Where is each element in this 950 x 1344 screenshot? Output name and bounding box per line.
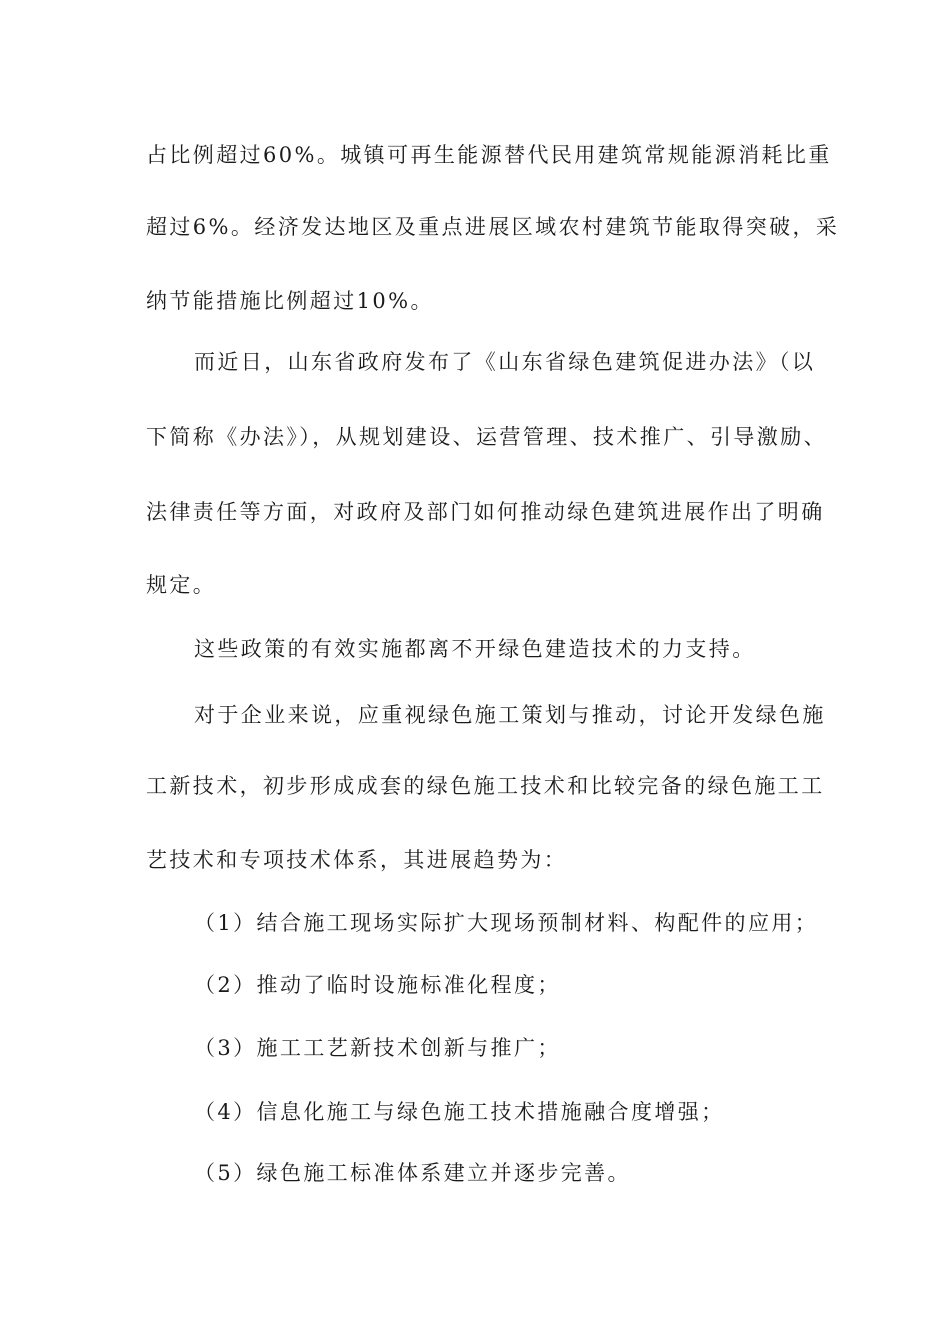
paragraph-line: 占比例超过60%。城镇可再生能源替代民用建筑常规能源消耗比重 <box>146 143 832 167</box>
paragraph-line: 这些政策的有效实施都离不开绿色建造技术的力支持。 <box>194 637 756 661</box>
paragraph-line: 而近日，山东省政府发布了《山东省绿色建筑促进办法》（以 <box>194 350 816 374</box>
list-item: （5）绿色施工标准体系建立并逐步完善。 <box>194 1161 631 1185</box>
paragraph-line: 对于企业来说，应重视绿色施工策划与推动，讨论开发绿色施 <box>194 703 826 727</box>
list-item: （2）推动了临时设施标准化程度； <box>194 973 561 997</box>
paragraph-line: 规定。 <box>146 573 217 597</box>
list-item: （3）施工工艺新技术创新与推广； <box>194 1036 561 1060</box>
paragraph-line: 工新技术，初步形成成套的绿色施工技术和比较完备的绿色施工工 <box>146 774 825 798</box>
paragraph-line: 超过6%。经济发达地区及重点进展区域农村建筑节能取得突破，采 <box>146 215 840 239</box>
paragraph-line: 纳节能措施比例超过10%。 <box>146 289 434 313</box>
paragraph-line: 艺技术和专项技术体系，其进展趋势为： <box>146 848 568 872</box>
paragraph-line: 法律责任等方面，对政府及部门如何推动绿色建筑进展作出了明确 <box>146 500 825 524</box>
paragraph-line: 下简称《办法》），从规划建设、运营管理、技术推广、引导激励、 <box>146 425 827 449</box>
list-item: （1）结合施工现场实际扩大现场预制材料、构配件的应用； <box>194 911 819 935</box>
list-item: （4）信息化施工与绿色施工技术措施融合度增强； <box>194 1100 725 1124</box>
